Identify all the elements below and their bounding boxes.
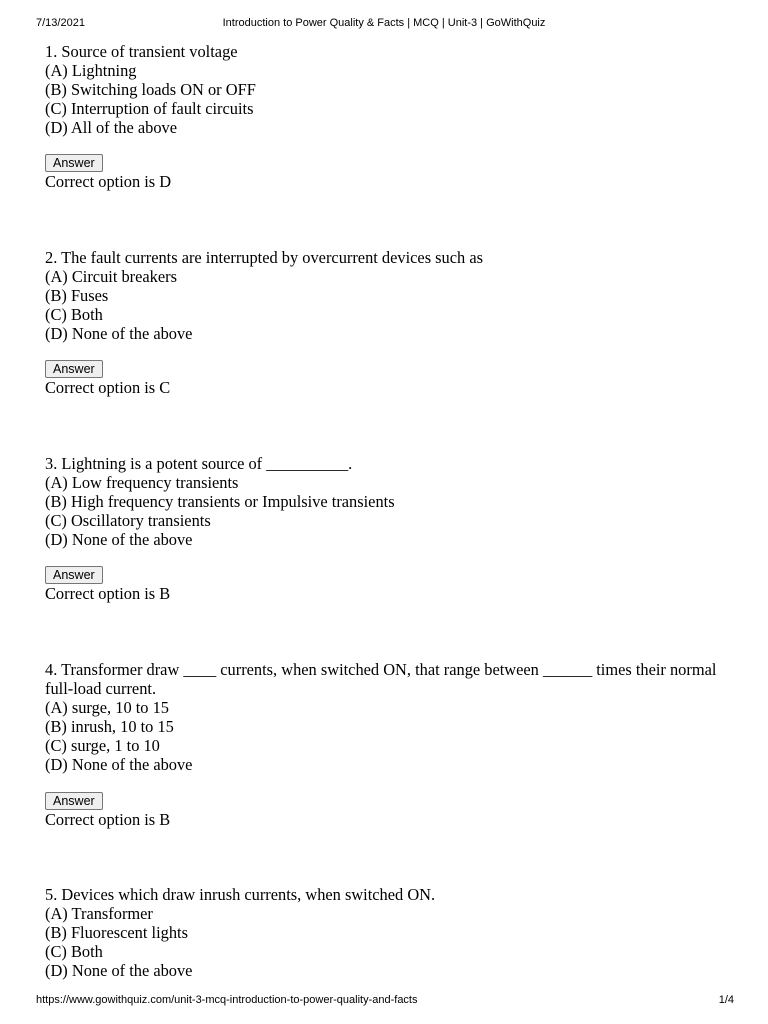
- option-b: (B) Switching loads ON or OFF: [45, 80, 256, 100]
- option-c: (C) Both: [45, 305, 103, 325]
- option-a: (A) Transformer: [45, 904, 153, 924]
- correct-answer: Correct option is D: [45, 172, 172, 192]
- answer-button[interactable]: Answer: [45, 360, 103, 378]
- option-a: (A) Circuit breakers: [45, 267, 177, 287]
- print-header: [0, 16, 768, 30]
- answer-button[interactable]: Answer: [45, 792, 103, 810]
- option-c: (C) surge, 1 to 10: [45, 736, 160, 756]
- page-title: Introduction to Power Quality & Facts | MCQ | Unit-3 | GoWithQuiz: [222, 17, 546, 29]
- correct-answer: Correct option is B: [45, 584, 171, 604]
- question-text: 3. Lightning is a potent source of __________.: [45, 454, 353, 473]
- question-text: 2. The fault currents are interrupted by overcurrent devices such as: [45, 248, 483, 267]
- correct-answer: Correct option is B: [45, 809, 171, 829]
- question-block-2: [45, 248, 735, 398]
- correct-answer: Correct option is C: [45, 378, 171, 398]
- option-b: (B) High frequency transients or Impulsive transients: [45, 492, 395, 512]
- question-text: 1. Source of transient voltage: [45, 42, 238, 61]
- answer-button[interactable]: Answer: [45, 566, 103, 584]
- option-d: (D) None of the above: [45, 324, 193, 344]
- print-date: 7/13/2021: [36, 17, 85, 29]
- answer-button[interactable]: Answer: [45, 154, 103, 172]
- page-url: https://www.gowithquiz.com/unit-3-mcq-introduction-to-power-quality-and-facts: [36, 994, 418, 1006]
- option-b: (B) Fluorescent lights: [45, 923, 188, 943]
- print-footer: [0, 993, 768, 1007]
- option-d: (D) None of the above: [45, 755, 193, 775]
- option-c: (C) Both: [45, 942, 103, 962]
- question-block-1: [45, 42, 735, 192]
- option-c: (C) Interruption of fault circuits: [45, 99, 254, 119]
- question-block-3: [45, 454, 735, 604]
- option-d: (D) None of the above: [45, 961, 193, 981]
- option-a: (A) Low frequency transients: [45, 473, 239, 493]
- option-d: (D) All of the above: [45, 118, 177, 138]
- option-c: (C) Oscillatory transients: [45, 511, 211, 531]
- question-text: 4. Transformer draw ____ currents, when switched ON, that range between ______ times their normal full-load current.: [45, 660, 717, 699]
- option-d: (D) None of the above: [45, 530, 193, 550]
- page-number: 1/4: [718, 994, 734, 1006]
- option-b: (B) Fuses: [45, 286, 109, 306]
- question-text: 5. Devices which draw inrush currents, when switched ON.: [45, 885, 436, 904]
- question-block-4: [45, 660, 735, 829]
- option-b: (B) inrush, 10 to 15: [45, 717, 174, 737]
- option-a: (A) Lightning: [45, 61, 137, 81]
- question-block-5: [45, 885, 735, 980]
- option-a: (A) surge, 10 to 15: [45, 698, 169, 718]
